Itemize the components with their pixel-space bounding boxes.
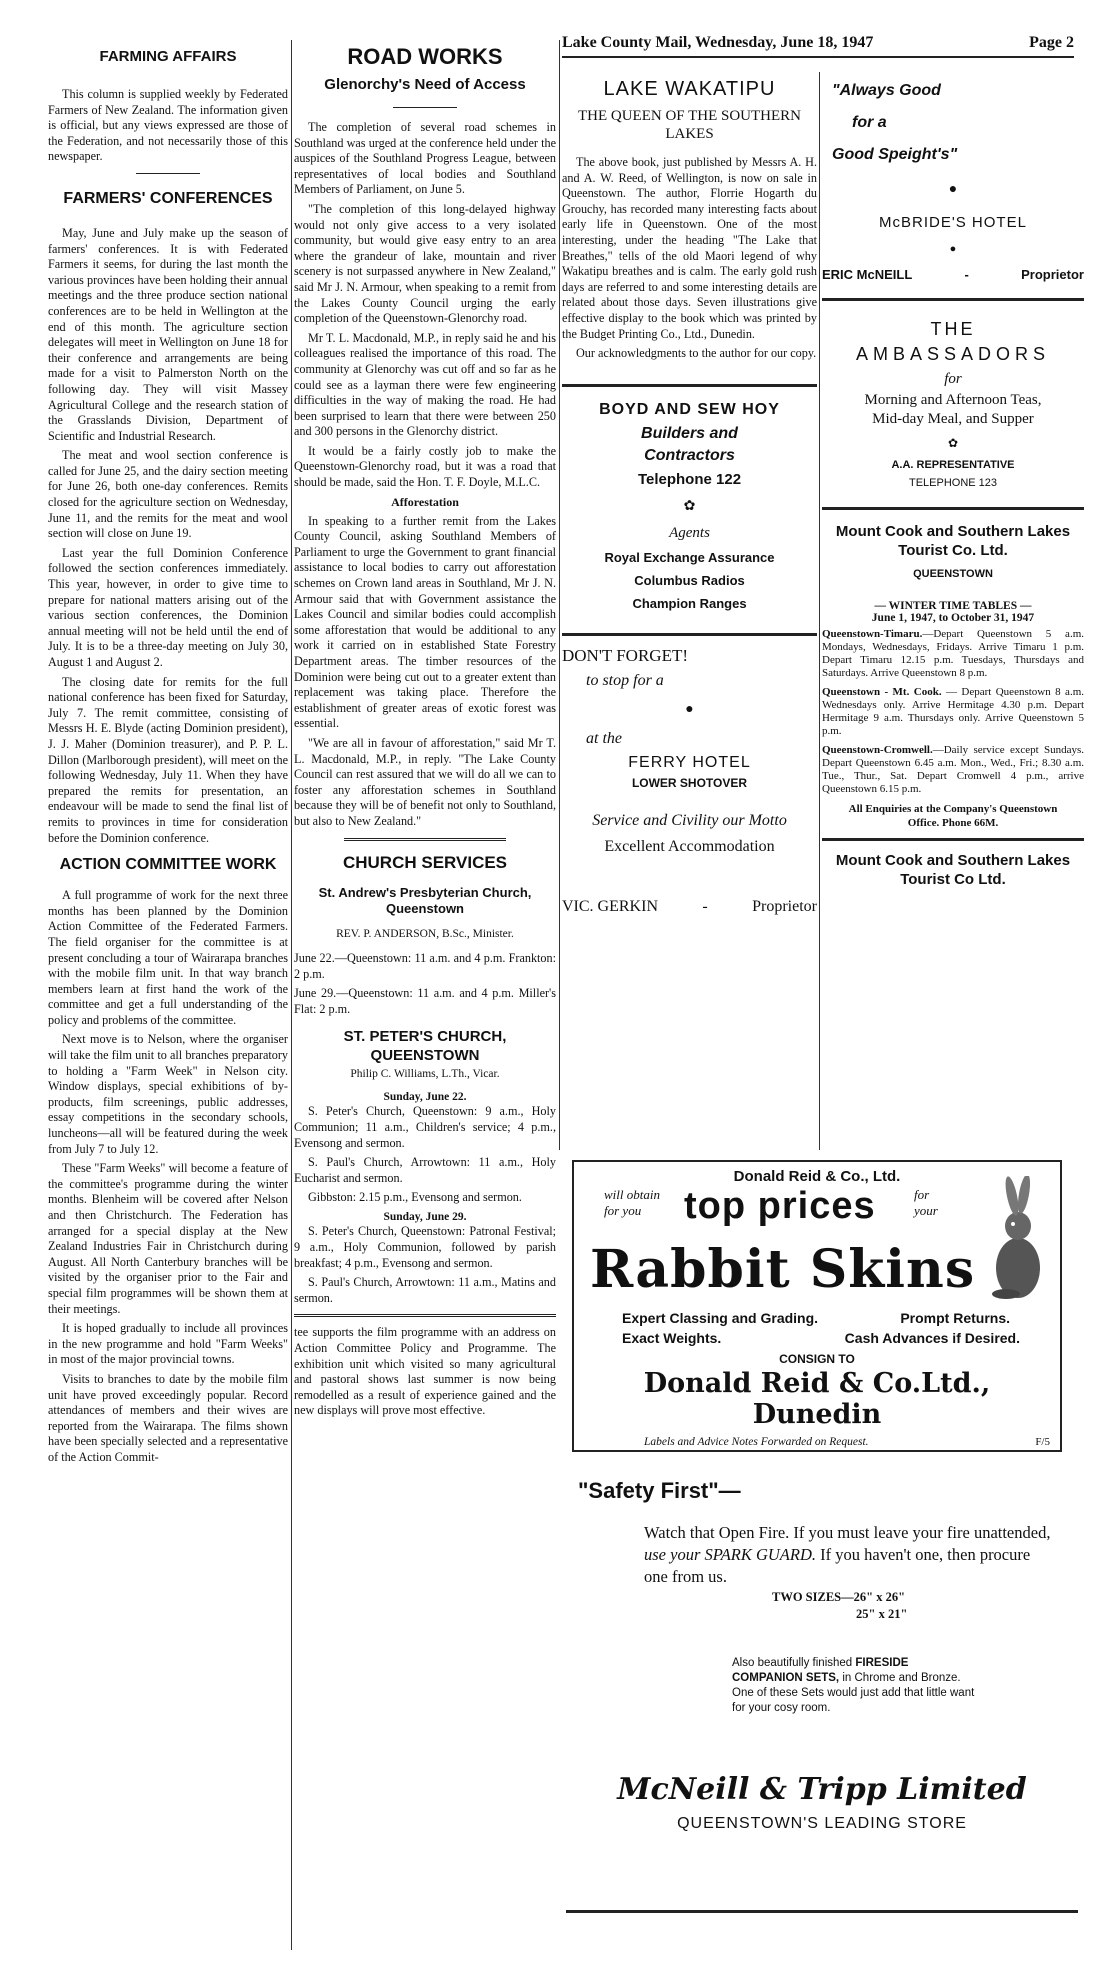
mount-cook-title: Mount Cook and Southern Lakes Tourist Co. Ltd. — [835, 523, 1071, 559]
lake-wakatipu-ack: Our acknowledgments to the author for our copy. — [576, 346, 817, 361]
timetable-mt-cook — [822, 686, 1084, 738]
ferry-hotel: FERRY HOTEL — [628, 753, 751, 771]
ad-code: F/5 — [1035, 1436, 1050, 1448]
boyd-telephone: Telephone 122 — [637, 470, 742, 488]
rabbit-firm: Donald Reid & Co., Ltd. — [733, 1168, 901, 1185]
rabbit-line-2b: Cash Advances if Desired. — [844, 1330, 1020, 1346]
action-p4: It is hoped gradually to include all provinces in the new programme and hold "Farm Weeks" in most of the major provincial towns. — [48, 1321, 288, 1367]
bullet-icon: ● — [949, 243, 957, 255]
road-p1: The completion of several road schemes in Southland was urged at the conference held under the auspices of the Southland Progress League, between representatives of local bodies and Southland Members of Parliament, on June 5. — [294, 120, 556, 197]
vicar-line: Philip C. Williams, L.Th., Vicar. — [350, 1068, 500, 1081]
lower-shotover: LOWER SHOTOVER — [631, 775, 748, 790]
masthead-page: Page 2 — [1029, 34, 1074, 51]
gerkin-name: VIC. GERKIN — [562, 897, 658, 915]
motto: Service and Civility our Motto — [592, 811, 787, 829]
st-peters-heading: ST. PETER'S CHURCH, QUEENSTOWN — [343, 1028, 507, 1065]
rabbit-skins-headline: Rabbit Skins — [590, 1239, 976, 1300]
ambassadors-telephone: TELEPHONE 123 — [908, 477, 998, 489]
eric-name: ERIC McNEILL — [822, 267, 913, 282]
eric-role: Proprietor — [1021, 267, 1084, 282]
sunday-22-heading: Sunday, June 22. — [383, 1090, 467, 1103]
sun22-a: S. Peter's Church, Queenstown: 9 a.m., Holy Communion; 11 a.m., Children's service; 4 p.m., Evensong and sermon. — [294, 1104, 556, 1150]
sun22-c: Gibbston: 2.15 p.m., Evensong and sermon. — [308, 1190, 522, 1205]
safety-p1-end: If you haven't one, then procure one from us. — [644, 1545, 1031, 1586]
dont-forget: DON'T FORGET! — [562, 645, 688, 665]
labels-note: Labels and Advice Notes Forwarded on Request. — [644, 1436, 869, 1448]
church-services-title: CHURCH SERVICES — [342, 852, 508, 872]
at-the: at the — [586, 729, 622, 747]
safety-title: "Safety First"— — [578, 1478, 741, 1503]
agent-2: Columbus Radios — [634, 572, 745, 588]
afforestation-heading: Afforestation — [391, 494, 459, 509]
your-label: your — [914, 1203, 938, 1218]
winter-timetables: — WINTER TIME TABLES — — [874, 600, 1032, 612]
bullet-icon: ● — [685, 701, 694, 717]
timetable-cromwell-text: —Daily service except Sundays. Depart Queenstown 6.45 a.m. Mon., Wed., Fri.; 8.30 a.m. Tue., Thur., Sat. Depart Cromwell 4 p.m., arrive Queenstown 6.15 p.m. — [822, 744, 1084, 795]
rabbit-skins-ad — [572, 1160, 1062, 1452]
road-works-subtitle: Glenorchy's Need of Access — [324, 76, 526, 93]
sun29-b: S. Paul's Church, Arrowtown: 11 a.m., Matins and sermon. — [294, 1275, 556, 1305]
column-farming-affairs — [48, 40, 288, 1470]
ambassadors-title: AMBASSADORS — [855, 344, 1051, 364]
lake-wakatipu-review: The above book, just published by Messrs A. H. and A. W. Reed, of Wellington, is now on sale in Queenstown. The author, Florrie Hogarth du Grouchy, has recorded many interesting facts about early life in Queenstown. One of the most interesting, under the heading "The Lake that Breathes," tells of the old Maori legend of why Wakatipu breathes and is calm. The early gold rush days are referred to and some interesting details are related about those days. Seven illustrations give effective display to the book which was printed by the Budget Printing Co., Ltd., Dunedin. — [562, 155, 817, 341]
road-p3: Mr T. L. Macdonald, M.P., in reply said he and his colleagues realised the importance of this road. The community at Glenorchy was cut off and so far as he could see as a layman there were few engineering difficulties in the way of making the road. He had been surprised to learn that there were between 250 and 300 persons in the Glenorchy district. — [294, 330, 556, 439]
column-rule-2 — [559, 40, 560, 1150]
stop-for: to stop for a — [586, 671, 664, 689]
conferences-p3: Last year the full Dominion Conference followed the section conferences immediately. This year, however, in order to give time to prepare for national matters arising out of the various section conferences, the Dominion annual meeting will not be held until the end of July. It is to be a three-day meeting on July 30, August 1 and August 2. — [48, 545, 288, 669]
for-you: for you — [604, 1203, 642, 1218]
rabbit-line-1b: Prompt Returns. — [900, 1310, 1010, 1326]
ornament-icon: ✿ — [947, 436, 959, 450]
column-rule-1 — [291, 40, 292, 1950]
for-label: for — [914, 1187, 930, 1202]
safety-first-ad — [572, 1478, 1072, 1898]
road-p2: "The completion of this long-delayed highway would not only give access to a very isolated community, but would give easy entry to an area where the grandeur of lake, mountain and river scenery is not surpassed anywhere in New Zealand," said Mr J. N. Armour, when speaking to a remit from the Lakes County Council urging the early completion of the Queenstown-Glenorchy road. — [294, 201, 556, 326]
also-text: Also beautifully finished — [732, 1657, 853, 1669]
action-p5: Visits to branches to date by the mobile film unit have proved exceedingly popular. Record attendances of members and their wives are reported from the Wairarapa. The films shown have been specially selected and a representative of the Action Commit- — [48, 1371, 288, 1464]
teas-line-2: Mid-day Meal, and Supper — [872, 411, 1034, 427]
june29-services: June 29.—Queenstown: 11 a.m. and 4 p.m. Miller's Flat: 2 p.m. — [294, 986, 556, 1016]
conferences-p1: May, June and July make up the season of farmers' conferences. It is with Federated Farmers it seems, for during the last month the various provinces have been holding their annual meetings and the three produce section national conferences are to be held in Wellington at the end of this month. The agriculture section delegates will meet in Wellington on June 18 for their conference and arrangements are being made for a visit to Palmerston North on the following day. They will visit Massey Agricultural College and the research station of the Grasslands Division, Department of Scientific and Industrial Research. — [48, 225, 288, 443]
sunday-29-heading: Sunday, June 29. — [383, 1210, 467, 1223]
timetable-cromwell-head: Queenstown-Cromwell. — [822, 744, 933, 756]
boyd-name: BOYD AND SEW HOY — [599, 400, 780, 418]
the-label: THE — [930, 319, 976, 339]
mcbrides-hotel: McBRIDE'S HOTEL — [879, 214, 1027, 231]
road-works-title: ROAD WORKS — [347, 44, 503, 69]
divider — [136, 173, 200, 174]
divider — [562, 633, 817, 636]
rabbit-footer — [584, 1436, 1050, 1448]
mount-cook-town: QUEENSTOWN — [913, 568, 993, 580]
divider — [822, 298, 1084, 301]
column-rule-3 — [819, 72, 820, 1150]
conferences-p4: The closing date for remits for the full national conference has been fixed for Saturday, July 7. The remit committee, consisting of Messrs H. E. Blyde (acting Dominion president), J. J. Maher (Dominion treasurer), and P. P. L. Dillon (Marlborough president), will meet on the following Wednesday, July 11. When they have prepared the remits for presentation, an endeavour will be made to send the final list of remits to provinces in time for consideration before the Dominion conference. — [48, 674, 288, 845]
divider — [294, 1314, 556, 1317]
agent-3: Champion Ranges — [632, 595, 747, 611]
action-heading: ACTION COMMITTEE WORK — [59, 856, 277, 874]
fireside-sets: FIRESIDE COMPANION SETS, — [732, 1657, 909, 1684]
intro-paragraph: This column is supplied weekly by Federated Farmers of New Zealand. The information given is official, but any views expressed are those of the Federation, and not necessarily those of this newspaper. — [48, 87, 288, 164]
lake-wakatipu-title: LAKE WAKATIPU — [603, 78, 776, 100]
sizes-line-2: 25" x 21" — [856, 1607, 908, 1621]
rabbit-line-1 — [622, 1310, 1010, 1326]
eric-line — [822, 267, 1084, 282]
top-prices-block — [584, 1185, 1050, 1241]
st-andrews-heading: St. Andrew's Presbyterian Church, Queenstown — [318, 884, 532, 916]
safety-p1: Watch that Open Fire. If you must leave your fire unattended, — [644, 1523, 1051, 1542]
timetable-timaru-text: —Depart Queenstown 5 a.m. Mondays, Wednesdays, Fridays. Arrive Timaru 1 p.m. Depart Timaru 12.15 p.m. Tuesdays, Thursdays and Saturdays. Arrive Queenstown 8 p.m. — [822, 628, 1084, 679]
teas-line-1: Morning and Afternoon Teas, — [864, 392, 1042, 408]
road-p5: In speaking to a further remit from the Lakes County Council, asking Southland Members of Parliament to urge the Government to grant financial assistance to local bodies to carry out afforestation schemes on Crown land areas in Southland, Mr J. N. Armour said that with Government assistance the Lakes Council and similar bodies could accomplish some afforestation that would be additional to any work it carried on in established State Forestry Department areas. The timber resources of the Dominion were being cut out to a greater extent than replacement was taking place. Therefore the establishment of greater areas of exotic forest was essential. — [294, 513, 556, 731]
road-p6: "We are all in favour of afforestation," said Mr T. L. Macdonald, M.P., in reply. "The Lake County Council can rest assured that we will do all we can to foster any afforestation schemes in Southland because they will be of benefit not only to Southland, but also to New Zealand." — [294, 735, 556, 828]
action-p3: These "Farm Weeks" will become a feature of the committee's programme during the winter months. Blenheim will be covered after Nelson and then Christchurch. The Federation has arranged for a special display at the New Zealand Industries Fair in Christchurch during August. All North Canterbury branches will be visited by the organiser prior to the Fair and special film programmes will be shown them at their meetings. — [48, 1161, 288, 1316]
donald-reid-dunedin: Donald Reid & Co.Ltd., Dunedin — [643, 1368, 991, 1430]
fireside-paragraph — [732, 1656, 982, 1716]
action-p1: A full programme of work for the next three months has been planned by the Dominion Action Committee of the Federated Farmers. The field organiser for the committee is at present concluding a tour of Wairarapa branches with the mobile film unit. In that way branch members learn at first hand the work of the committee and get a full understanding of the policy and problems of the committee. — [48, 888, 288, 1027]
agent-1: Royal Exchange Assurance — [604, 549, 775, 565]
enquiries-line: All Enquiries at the Company's Queenstown Office. Phone 66M. — [848, 803, 1058, 829]
june22-services: June 22.—Queenstown: 11 a.m. and 4 p.m. Frankton: 2 p.m. — [294, 951, 556, 981]
conferences-heading: FARMERS' CONFERENCES — [63, 189, 273, 207]
timetable-mt-cook-head: Queenstown - Mt. Cook. — [822, 686, 942, 698]
safety-p1-emphasis: use your SPARK GUARD. — [644, 1545, 817, 1564]
timetable-timaru — [822, 628, 1084, 680]
rabbit-line-1a: Expert Classing and Grading. — [622, 1310, 819, 1326]
sun29-a: S. Peter's Church, Queenstown: Patronal Festival; 9 a.m., Holy Communion, followed by parish breakfast; 4 p.m., Evensong and sermon. — [294, 1224, 556, 1270]
masthead-paper: Lake County Mail, Wednesday, June 18, 1947 — [562, 34, 874, 51]
section-title: FARMING AFFAIRS — [99, 48, 237, 65]
sizes-line: TWO SIZES—26" x 26" — [772, 1590, 906, 1604]
top-prices: top prices — [684, 1185, 876, 1227]
divider — [822, 507, 1084, 510]
mcneill-tripp-logo: McNeill & Tripp Limited — [617, 1772, 1027, 1807]
gerkin-dash: - — [702, 897, 708, 915]
timetable-timaru-head: Queenstown-Timaru. — [822, 628, 923, 640]
action-continued: tee supports the film programme with an address on Action Committee Policy and Programme. The exhibition unit which visited so many agricultural and pastoral shows last summer is now being remodelled as a result of experience gained and the new displays will prove most effective. — [294, 1325, 556, 1418]
consign-to: CONSIGN TO — [779, 1352, 855, 1366]
mount-cook-footer: Mount Cook and Southern Lakes Tourist Co Ltd. — [835, 852, 1071, 888]
rabbit-line-2 — [622, 1330, 1020, 1346]
column-road-works — [294, 40, 556, 1423]
safety-paragraph — [644, 1522, 1052, 1588]
sun22-b: S. Paul's Church, Arrowtown: 11 a.m., Holy Eucharist and sermon. — [294, 1155, 556, 1185]
for-label: for — [944, 371, 962, 387]
divider — [344, 838, 506, 841]
column-adverts-right — [822, 72, 1084, 889]
divider — [822, 838, 1084, 841]
always-good-2: for a — [852, 114, 887, 131]
divider — [562, 384, 817, 387]
timetable-dates: June 1, 1947, to October 31, 1947 — [871, 612, 1035, 624]
will-obtain: will obtain — [604, 1187, 660, 1202]
divider — [393, 107, 457, 108]
lake-wakatipu-subtitle: THE QUEEN OF THE SOUTHERN LAKES — [577, 108, 802, 142]
agents-label: Agents — [669, 524, 710, 541]
minister-line: REV. P. ANDERSON, B.Sc., Minister. — [336, 927, 514, 940]
leading-store: QUEENSTOWN'S LEADING STORE — [677, 1815, 967, 1832]
rabbit-icon — [982, 1176, 1046, 1306]
conferences-p2: The meat and wool section conference is called for June 25, and the dairy section meeting for June 26, both one-day conferences. Remits closed for the agriculture section on Wednesday, June 11, and the remits for the meat and wool section will close on June 19. — [48, 448, 288, 541]
accommodation: Excellent Accommodation — [604, 837, 775, 855]
action-p2: Next move is to Nelson, where the organiser will take the film unit to all branches preparatory to holding a "Farm Week" in Nelson city. Window displays, special exhibitions of by-products, film screenings, public addresses, essay competitions in the secondary schools, luncheons—all will be featured during the week from July 7 to July 12. — [48, 1032, 288, 1156]
ornament-icon: ✿ — [683, 498, 696, 514]
masthead — [562, 34, 1074, 58]
timetable-mt-cook-text: — Depart Queenstown 8 a.m. Wednesdays only. Arrive Hermitage 4.30 p.m. Depart Hermitage 9 a.m. Thursdays only. Arrive Queenstown 5 p.m. — [822, 686, 1084, 737]
rabbit-line-2a: Exact Weights. — [622, 1330, 722, 1346]
bullet-icon: ● — [948, 182, 958, 197]
always-good-1: "Always Good — [832, 82, 941, 99]
column-adverts-left — [562, 72, 817, 916]
timetable-cromwell — [822, 744, 1084, 796]
boyd-trade-1: Builders and — [641, 424, 738, 442]
gerkin-role: Proprietor — [752, 897, 817, 915]
aa-representative: A.A. REPRESENTATIVE — [891, 459, 1015, 471]
always-good-3: Good Speight's" — [832, 146, 958, 163]
divider — [566, 1910, 1078, 1913]
eric-dash: - — [964, 267, 969, 282]
road-p4: It would be a fairly costly job to make the Queenstown-Glenorchy road, but it was a road that should be made, said the Hon. T. F. Doyle, M.L.C. — [294, 443, 556, 490]
gerkin-line — [562, 898, 817, 916]
also-end-text: in Chrome and Bronze. One of these Sets would just add that little want for your cosy room. — [732, 1672, 975, 1714]
boyd-trade-2: Contractors — [644, 446, 735, 464]
